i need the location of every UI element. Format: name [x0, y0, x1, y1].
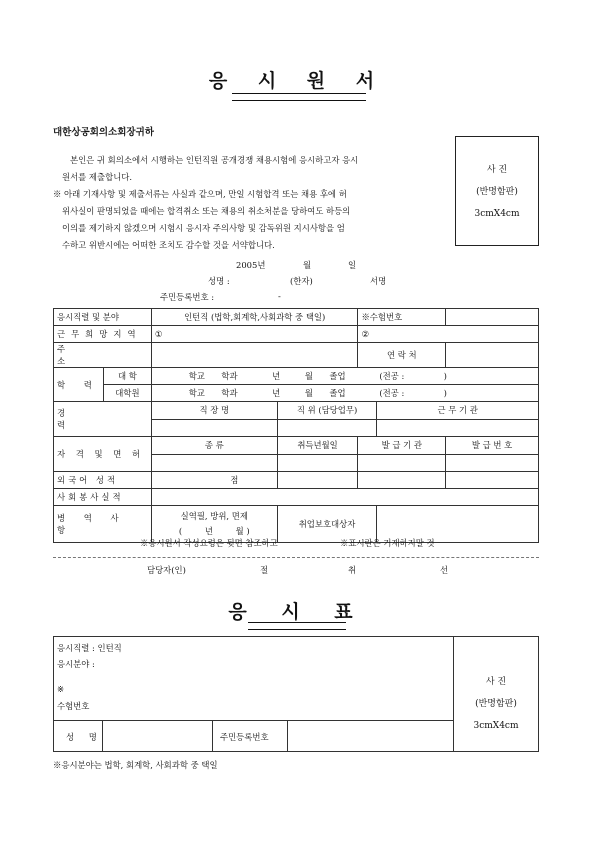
license-type-header: 종 류: [151, 437, 277, 455]
university-field[interactable]: [151, 368, 538, 385]
table-row: [54, 309, 539, 326]
position-header: 직 위 (담당업무): [277, 402, 377, 420]
ticket-area: 응시분야 :: [57, 659, 95, 669]
ticket-photo[interactable]: [454, 671, 538, 737]
date-year: 2005년: [236, 260, 266, 270]
body-line-2: 원서를 제출합니다.: [62, 172, 133, 182]
cut-line: [53, 557, 539, 558]
exam-no-label: ※수험번호: [358, 309, 446, 326]
month-label: 월: [304, 388, 313, 398]
license-label: 자 격 및 면 허: [54, 437, 152, 472]
workplace-field[interactable]: [151, 419, 277, 437]
notice-line-4: 수하고 위반시에는 어떠한 조치도 감수할 것을 서약합니다.: [62, 240, 275, 250]
language-extra-2[interactable]: [358, 472, 446, 489]
language-extra-1[interactable]: [277, 472, 358, 489]
ticket-title: 응 시 표: [228, 601, 367, 623]
region-label: 근무희망지역: [54, 326, 152, 343]
notice-line-3: 이의를 제기하지 않겠으며 시험시 응시자 주의사항 및 감독위원 지시사항을 엄: [62, 223, 345, 233]
exam-no-field[interactable]: [446, 309, 539, 326]
education-label: 학 력: [54, 368, 104, 402]
circle-one: ①: [154, 329, 163, 339]
region-option-1[interactable]: [151, 326, 358, 343]
ticket-rrn-divider-right: [287, 720, 288, 751]
year-label: 년: [272, 388, 281, 398]
license-type-field[interactable]: [151, 454, 277, 472]
grad-label: 졸업: [329, 371, 346, 381]
table-row: [54, 437, 539, 455]
license-no-header: 발 급 번 호: [446, 437, 539, 455]
ticket-footnote: ※응시분야는 법학, 회계학, 사회과학 중 택일: [53, 760, 218, 770]
footnote-right: ※표시란은 기재하지말 것: [340, 538, 435, 548]
military-month: 월: [235, 526, 244, 536]
photo-box[interactable]: [455, 136, 539, 246]
contact-field[interactable]: [446, 343, 539, 368]
month-label: 월: [304, 371, 313, 381]
photo-size-type: (반명함판): [476, 187, 518, 197]
ticket-box: [53, 636, 539, 752]
address-field[interactable]: [151, 343, 358, 368]
field-value: 인턴직 (법학,회계학,사회과학 중 택일): [151, 309, 358, 326]
photo-dimensions: 3cmX4cm: [474, 209, 520, 219]
hanja-label: (한자): [290, 276, 313, 286]
license-issuer-field[interactable]: [358, 454, 446, 472]
career-label: 경 력: [54, 402, 152, 437]
table-row: [54, 506, 539, 543]
application-title: 응 시 원 서: [208, 70, 387, 92]
social-service-label: 사회봉사실적: [54, 489, 152, 506]
position-field[interactable]: [277, 419, 377, 437]
language-extra-3[interactable]: [446, 472, 539, 489]
military-close: ): [246, 526, 250, 536]
table-row: [54, 343, 539, 368]
circle-two: ②: [361, 329, 369, 339]
workplace-header: 직 장 명: [151, 402, 277, 420]
cut-word-2: 취: [348, 565, 357, 575]
ticket-photo-label: 사 진: [485, 677, 507, 687]
school-label: 학교: [188, 371, 205, 381]
social-service-field[interactable]: [151, 489, 538, 506]
ticket-photo-size-type: (반명함판): [475, 699, 517, 709]
table-row: [54, 368, 539, 385]
ticket-exam-no-label: 수험번호: [57, 701, 90, 711]
rrn-dash: -: [278, 291, 281, 301]
ticket-photo-dimensions: 3cmX4cm: [473, 721, 519, 731]
major-label: (전공 :: [379, 371, 405, 381]
period-field[interactable]: [377, 419, 539, 437]
table-row: [54, 326, 539, 343]
grad-school-label: 대학원: [103, 385, 151, 402]
ticket-rrn-label: 주민등록번호: [220, 732, 269, 742]
major-close: ): [443, 371, 447, 381]
table-row: [54, 472, 539, 489]
field-label: 응시직렬 및 분야: [54, 309, 152, 326]
ticket-mark: ※: [57, 684, 65, 694]
ticket-rrn-field[interactable]: [289, 721, 451, 750]
ticket-rrn-divider-left: [212, 720, 213, 751]
year-label: 년: [272, 371, 281, 381]
date-month: 월: [303, 260, 312, 270]
dept-label: 학과: [221, 388, 238, 398]
university-label: 대 학: [103, 368, 151, 385]
license-issuer-header: 발 급 기 관: [358, 437, 446, 455]
license-date-field[interactable]: [277, 454, 358, 472]
protect-label: 취업보호대상자: [277, 506, 377, 543]
language-label: 외국어 성적: [54, 472, 152, 489]
recipient: 대한상공회의소회장귀하: [53, 127, 154, 138]
language-score-field[interactable]: [151, 472, 277, 489]
cut-staff-label: 담당자(인): [147, 565, 186, 575]
ticket-name-label: 성 명: [66, 732, 103, 742]
cut-word-1: 절: [260, 565, 269, 575]
region-option-2[interactable]: [358, 326, 539, 343]
date-day: 일: [348, 260, 357, 270]
ticket-field: 응시직렬 : 인턴직: [57, 643, 122, 653]
cut-word-3: 선: [440, 565, 449, 575]
name-label: 성명 :: [208, 276, 230, 286]
school-label: 학교: [188, 388, 205, 398]
table-row: [54, 402, 539, 420]
major-label: (전공 :: [379, 388, 405, 398]
license-no-field[interactable]: [446, 454, 539, 472]
notice-line-2: 위사실이 판명되었을 때에는 합격취소 또는 채용의 취소처분을 당하여도 하등의: [62, 206, 351, 216]
table-row: [54, 489, 539, 506]
military-types: 실역필, 방위, 면제: [180, 511, 248, 521]
sign-label: 서명: [370, 276, 387, 286]
military-year: 년: [204, 526, 213, 536]
grad-school-field[interactable]: [151, 385, 538, 402]
contact-label: 연 락 처: [358, 343, 446, 368]
photo-label: 사 진: [486, 165, 508, 175]
body-line-1: 본인은 귀 회의소에서 시행하는 인턴직원 공개경쟁 채용시험에 응시하고자 응시: [70, 155, 359, 165]
address-label: 주 소: [54, 343, 152, 368]
military-open: (: [178, 526, 183, 536]
major-close: ): [443, 388, 447, 398]
ticket-title-underline: [248, 622, 346, 630]
grad-label: 졸업: [329, 388, 346, 398]
application-table: [53, 308, 539, 543]
dept-label: 학과: [221, 371, 238, 381]
score-unit: 점: [230, 475, 239, 485]
title-underline: [232, 93, 366, 101]
table-row: [54, 385, 539, 402]
notice-line-1: ※ 아래 기재사항 및 제출서류는 사실과 같으며, 만일 시험합격 또는 채용 후에 허: [53, 189, 347, 199]
footnote-left: ※응시원서 작성요령은 뒷면 참조하고: [140, 538, 278, 548]
ticket-name-field[interactable]: [104, 721, 210, 750]
military-label: 병 역 사 항: [54, 506, 152, 543]
rrn-label: 주민등록번호 :: [160, 292, 215, 302]
period-header: 근 무 기 관: [377, 402, 539, 420]
license-date-header: 취득년월일: [277, 437, 358, 455]
